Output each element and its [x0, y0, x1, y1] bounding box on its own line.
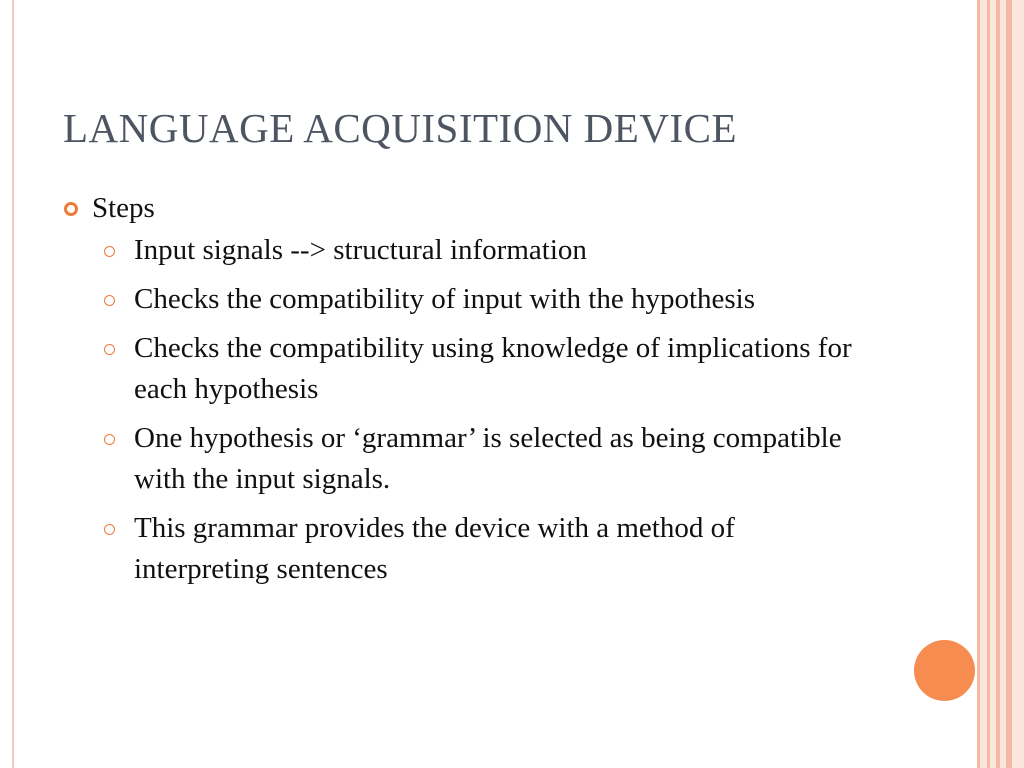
slide-body	[62, 186, 862, 598]
list-item	[134, 328, 862, 410]
list-item-text: Checks the compatibility of input with the hypothesis	[134, 283, 756, 315]
list-item	[134, 418, 862, 500]
list-item-text: One hypothesis or ‘grammar’ is selected as being compatible with the input signals.	[134, 422, 842, 495]
sub-bullet-list	[62, 230, 862, 590]
decor-circle	[914, 640, 975, 701]
sub-bullet-circle-icon	[104, 295, 115, 306]
list-item-text: This grammar provides the device with a method of interpreting sentences	[134, 512, 735, 585]
list-item	[134, 230, 862, 271]
sub-bullet-circle-icon	[104, 524, 115, 535]
slide-title: LANGUAGE ACQUISITION DEVICE	[63, 105, 737, 151]
list-item	[134, 508, 862, 590]
list-item-text: Checks the compatibility using knowledge of implications for each hypothesis	[134, 332, 852, 405]
bullet-steps	[62, 186, 862, 230]
bullet-ring-icon	[64, 202, 78, 216]
decor-stripe	[1012, 0, 1024, 768]
bullet-label: Steps	[92, 192, 155, 224]
decor-stripe	[980, 0, 987, 768]
left-border-line	[12, 0, 14, 768]
sub-bullet-circle-icon	[104, 344, 115, 355]
sub-bullet-circle-icon	[104, 246, 115, 257]
list-item-text: Input signals --> structural information	[134, 234, 587, 266]
list-item	[134, 279, 862, 320]
sub-bullet-circle-icon	[104, 434, 115, 445]
